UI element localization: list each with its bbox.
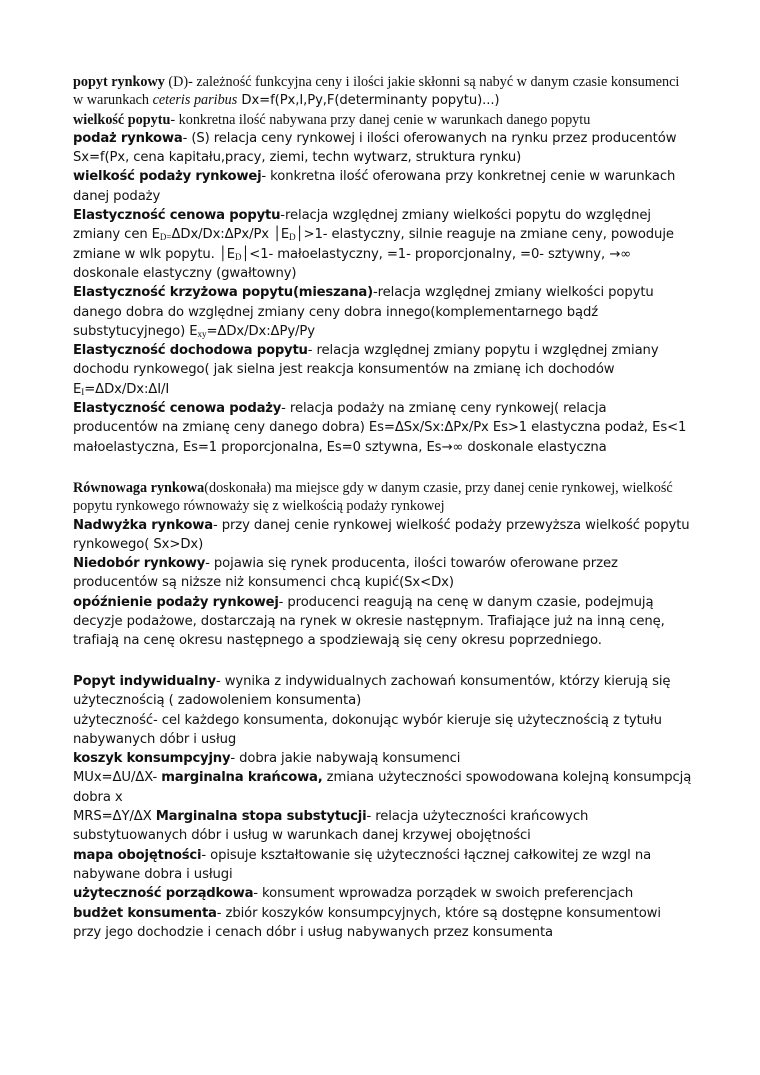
term: Elastyczność cenowa podaży [73,401,282,417]
paragraph-koszyk-konsumpcyjny: koszyk konsumpcyjny- dobra jakie nabywają konsumenci [73,751,461,767]
term: wielkość podaży rynkowej [73,169,262,185]
term: Elastyczność cenowa popytu [73,208,281,224]
term: Elastyczność dochodowa popytu [73,343,308,359]
paragraph-budzet-konsumenta: budżet konsumenta- zbiór koszyków konsumpcyjnych, które są dostępne konsumentowi przy jego dochodzie i cenach dóbr i usług nabywanych przez konsumenta [73,905,661,940]
paragraph-podaz-rynkowa: podaż rynkowa- (S) relacja ceny rynkowej i ilości oferowanych na rynku przez producentów Sx=f(Px, cena kapitału,pracy, ziemi, techn wytwarz, struktura rynku) [73,130,677,166]
paragraph-rownowaga-rynkowa: Równowaga rynkowa(doskonała) ma miejsce gdy w danym czasie, przy danej cenie rynkowej, wielkość popytu rynkowego równoważy się z wielkością podaży rynkowej [73,480,673,515]
term: wielkość popytu [73,111,171,128]
term: Niedobór rynkowy [73,556,206,572]
paragraph-uzytecznosc-porzadkowa: użyteczność porządkowa- konsument wprowadza porządek w swoich preferencjach [73,886,634,902]
paragraph-elastycznosc-krzyzowa: Elastyczność krzyżowa popytu(mieszana)-relacja względnej zmiany wielkości popytu danego dobra do względnej zmiany ceny dobra innego(komplementarnego bądź substytucyjnego) $E_{xy}=\Delta Dx/Dx:\Delta Py/Py$ [73,285,654,339]
section-market-demand-supply [73,73,693,457]
term: Popyt indywidualny [73,674,216,689]
paragraph-elastycznosc-cenowa-popytu: Elastyczność cenowa popytu-relacja względnej zmiany wielkości popytu do względnej zmiany cen $E_{D=}\Delta Dx/Dx:\Delta Px/Px$ $│E_D│>1-$ elastyczny, silnie reaguje na zmiane ceny, powoduje zmiane w wlk popytu. $│E_D│<1-$ małoelastyczny, =1- proporcjonalny, =0- sztywny, →∞ doskonale elastyczny (gwałtowny) [73,208,674,281]
paragraph-opoznienie-podazy: opóźnienie podaży rynkowej- producenci reagują na cenę w danym czasie, podejmują decyzje podażowe, dostarczają na rynek w okresie następnym. Trafiające już na inną cenę, trafiają na cenę okresu następnego a spodziewają się ceny okresu poprzedniego. [73,594,665,649]
term: marginalna krańcowa, [161,770,323,786]
term: podaż rynkowa [73,130,183,146]
term: Marginalna stopa substytucji [155,809,367,825]
paragraph-marginalna-krancowa: MUx=ΔU/ΔX- marginalna krańcowa, zmiana użyteczności spowodowana kolejną konsumpcją dobra x [73,770,692,805]
paragraph-elastycznosc-cenowa-podazy: Elastyczność cenowa podaży- relacja podaży na zmianę ceny rynkowej( relacja producentów na zmianę ceny danego dobra) Es=ΔSx/Sx:ΔPx/Px Es>1 elastyczna podaż, Es<1 małoelastyczna, Es=1 proporcjonalna, Es=0 sztywna, Es→∞ doskonale elastyczna [73,401,687,455]
paragraph-elastycznosc-dochodowa: Elastyczność dochodowa popytu- relacja względnej zmiany popytu i względnej zmiany dochodu rynkowego( jak sielna jest reakcja konsumentów na zmianę ich dochodów $E_I=\Delta Dx/Dx:\Delta I/I$ [73,343,659,397]
term: mapa obojętności [73,847,202,863]
term: Nadwyżka rynkowa [73,517,213,533]
paragraph-niedobor-rynkowy: Niedobór rynkowy- pojawia się rynek producenta, ilości towarów oferowane przez producentów są niższe niż konsumenci chcą kupić(Sx<Dx) [73,556,618,591]
paragraph-wielkosc-popytu: wielkość popytu- konkretna ilość nabywana przy danej cenie w warunkach danego popytu [73,111,591,128]
paragraph-popyt-rynkowy: popyt rynkowy (D)- zależność funkcyjna ceny i ilości jakie skłonni są nabyć w danym czasie konsumenci w warunkach ceteris paribus Dx=f(Px,I,Py,F(determinanty popytu)...) [73,74,680,109]
term: koszyk konsumpcyjny [73,751,231,767]
paragraph-wielkosc-podazy: wielkość podaży rynkowej- konkretna ilość oferowana przy konkretnej cenie w warunkach danej podaży [73,169,676,204]
term: Równowaga rynkowa [73,480,205,496]
term: popyt rynkowy [73,74,165,90]
paragraph-uzytecznosc: użyteczność- cel każdego konsumenta, dokonując wybór kieruje się użytecznością z tytułu nabywanych dóbr i usług [73,712,662,747]
paragraph-marginalna-stopa-substytucji: MRS=ΔY/ΔX Marginalna stopa substytucji- relacja użyteczności krańcowych substytuowanych dóbr i usług w warunkach danej krzywej obojętności [73,809,589,844]
term: budżet konsumenta [73,905,217,921]
paragraph-popyt-indywidualny: Popyt indywidualny- wynika z indywidualnych zachowań konsumentów, którzy kierują się użytecznością ( zadowoleniem konsumenta) [73,674,671,709]
term: użyteczność porządkowa [73,886,254,902]
section-market-equilibrium [73,479,693,651]
paragraph-nadwyzka-rynkowa: Nadwyżka rynkowa- przy danej cenie rynkowej wielkość podaży przewyższa wielkość popytu rynkowego( Sx>Dx) [73,517,690,552]
term: opóźnienie podaży rynkowej [73,594,279,610]
paragraph-mapa-obojetnosci: mapa obojętności- opisuje kształtowanie się użyteczności łącznej całkowitej ze wzgl na nabywane dobra i usługi [73,847,652,882]
term: Elastyczność krzyżowa popytu(mieszana) [73,285,373,301]
section-consumer-behavior [73,672,693,942]
